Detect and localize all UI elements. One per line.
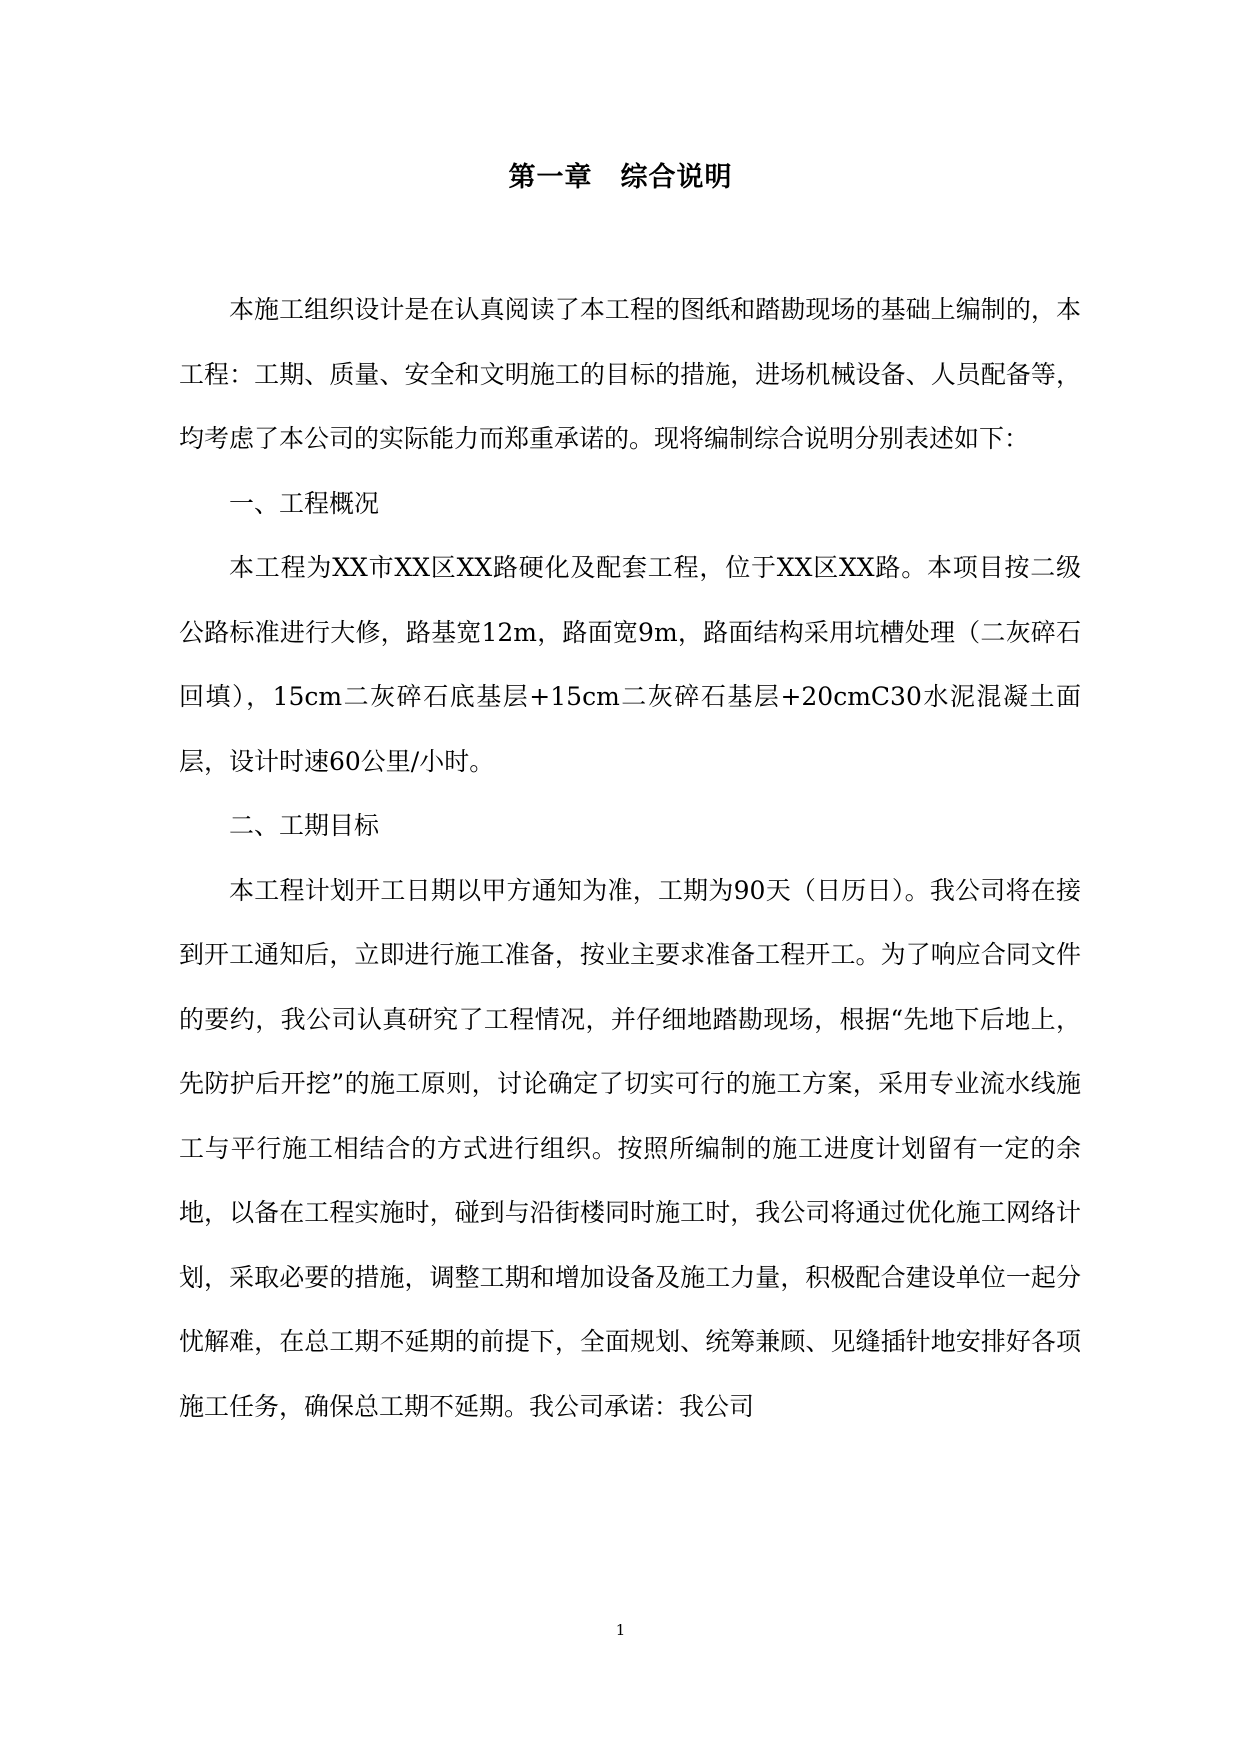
chapter-title: [0, 158, 1241, 198]
chapter-number: 第一章: [508, 162, 593, 193]
body-text: [179, 278, 1081, 1439]
section-heading-overview: 一、工程概况: [229, 488, 380, 518]
page-number: 1: [615, 1621, 626, 1639]
chapter-name: 综合说明: [620, 162, 733, 193]
paragraph-intro: 本施工组织设计是在认真阅读了本工程的图纸和踏勘现场的基础上编制的，本工程：工期、质量、安全和文明施工的目标的措施，进场机械设备、人员配备等，均考虑了本公司的实际能力而郑重承诺的。现将编制综合说明分别表述如下：: [179, 295, 1081, 453]
paragraph-schedule: 本工程计划开工日期以甲方通知为准，工期为90天（日历日）。我公司将在接到开工通知后，立即进行施工准备，按业主要求准备工程开工。为了响应合同文件的要约，我公司认真研究了工程情况，并仔细地踏勘现场，根据“先地下后地上，先防护后开挖”的施工原则，讨论确定了切实可行的施工方案，采用专业流水线施工与平行施工相结合的方式进行组织。按照所编制的施工进度计划留有一定的余地，以备在工程实施时，碰到与沿街楼同时施工时，我公司将通过优化施工网络计划，采取必要的措施，调整工期和增加设备及施工力量，积极配合建设单位一起分忧解难，在总工期不延期的前提下，全面规划、统筹兼顾、见缝插针地安排好各项施工任务，确保总工期不延期。我公司承诺：我公司: [179, 875, 1081, 1421]
paragraph-overview: 本工程为XX市XX区XX路硬化及配套工程，位于XX区XX路。本项目按二级公路标准进行大修，路基宽12m，路面宽9m，路面结构采用坑槽处理（二灰碎石回填），15cm二灰碎石底基层+15cm二灰碎石基层+20cmC30水泥混凝土面层，设计时速60公里/小时。: [179, 553, 1081, 776]
section-heading-schedule: 二、工期目标: [229, 811, 380, 840]
